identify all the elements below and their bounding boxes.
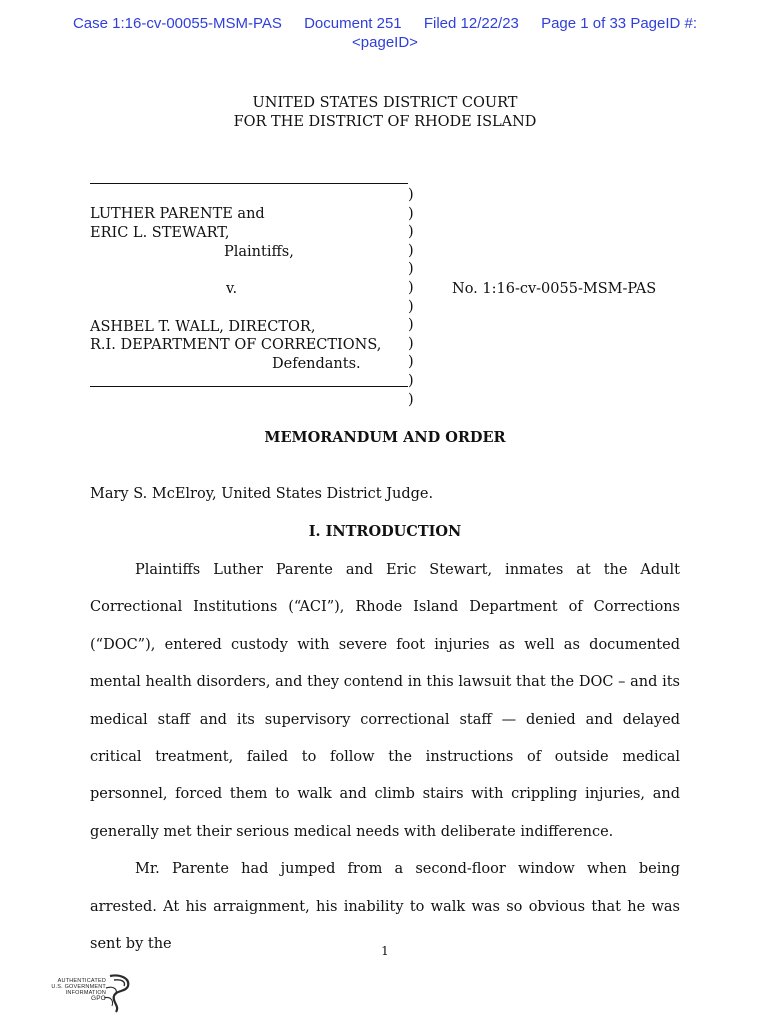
document-number-stamp: Document 251 (304, 15, 402, 32)
paragraph: Plaintiffs Luther Parente and Eric Stewart, inmates at the Adult Correctional Institutions (“ACI”), Rhode Island Department of Corrections (“DOC”), entered custody with severe foot injuries as well as documented mental health disorders, and they contend in this lawsuit that the DOC – and its medical staff and its supervisory correctional staff — denied and delayed critical treatment, failed to follow the instructions of outside medical personnel, forced them to walk and climb stairs with crippling injuries, and generally met their serious medical needs with deliberate indifference. (90, 562, 680, 840)
judge-line: Mary S. McElroy, United States District Judge. (90, 486, 434, 502)
gpo-logo-text: AUTHENTICATED U.S. GOVERNMENT INFORMATION GPO (51, 978, 106, 1002)
versus: v. (226, 281, 238, 297)
caption-top-rule (90, 183, 408, 184)
section-heading: I. INTRODUCTION (308, 523, 462, 540)
court-name: UNITED STATES DISTRICT COURT (252, 95, 518, 111)
filed-date-stamp: Filed 12/22/23 (423, 15, 519, 32)
case-caption (90, 180, 690, 408)
case-number-stamp: Case 1:16-cv-00055-MSM-PAS (72, 15, 282, 32)
gpo-authenticated-logo (44, 970, 134, 1018)
paragraph: Mr. Parente had jumped from a second-floor window when being arrested. At his arraignment, his inability to walk was so obvious that he was sent by the (90, 861, 680, 953)
ecf-header-stamp (0, 14, 770, 52)
pageid-stamp: <pageID> (352, 34, 418, 51)
defendant-one: ASHBEL T. WALL, DIRECTOR, (90, 319, 316, 335)
court-district: FOR THE DISTRICT OF RHODE ISLAND (233, 114, 537, 130)
page-number: 1 (381, 944, 389, 958)
plaintiff-one: LUTHER PARENTE and (90, 206, 265, 222)
defendant-two: R.I. DEPARTMENT OF CORRECTIONS, (90, 337, 382, 353)
memorandum-title: MEMORANDUM AND ORDER (264, 429, 506, 446)
eagle-icon (102, 972, 134, 1016)
caption-bottom-rule (90, 386, 408, 387)
page-of-stamp: Page 1 of 33 PageID #: (541, 15, 698, 32)
case-number: No. 1:16-cv-0055-MSM-PAS (452, 281, 657, 297)
caption-parentheses: ) ) ) ) ) ) ) ) ) ) ) ) (408, 187, 414, 408)
body-text (90, 552, 680, 963)
plaintiff-two: ERIC L. STEWART, (90, 225, 230, 241)
plaintiffs-label: Plaintiffs, (224, 244, 294, 260)
defendants-label: Defendants. (272, 356, 361, 372)
